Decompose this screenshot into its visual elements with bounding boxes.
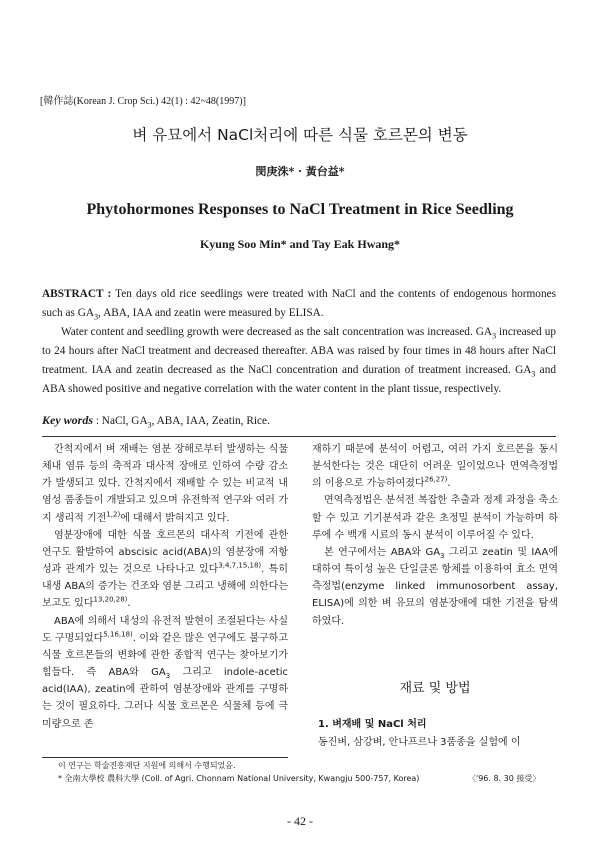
footnote-funding: 이 연구는 학술진흥재단 지원에 의해서 수행되었음.	[58, 761, 236, 770]
body-text: 본 연구에서는 ABA와 GA	[324, 546, 441, 558]
citation: 13,20,28)	[93, 596, 128, 605]
subscript: 3	[440, 551, 445, 560]
body-text: 염분장애에 대한 식물 호르몬의 대사적 기전에 관한 연구도 활발하여 abscisic acid(ABA)의 염분장애 저항성과 관계가 있는 것으로 나타나고 있다	[42, 529, 288, 576]
left-column	[42, 441, 288, 733]
keywords-text: , ABA, IAA, Zeatin, Rice.	[151, 415, 270, 427]
korean-authors: 閔庚洙* · 黃台益*	[255, 165, 345, 178]
abstract-text: increased up to 24 hours after NaCl treatment and decreased thereafter. ABA was raised by four times in 48 hours after NaCl treatment. IAA and zeatin decreased as the NaCl concentration and duration of treatment increased. GA	[42, 325, 556, 376]
abstract-label: ABSTRACT :	[42, 288, 112, 300]
subscript: 3	[94, 312, 99, 322]
body-text: .	[447, 478, 451, 490]
divider	[42, 436, 556, 437]
english-authors: Kyung Soo Min* and Tay Eak Hwang*	[199, 237, 401, 251]
subscript: 3	[492, 331, 497, 341]
citation: 3,4,7,15,18)	[218, 561, 262, 570]
abstract-paragraph-1	[42, 285, 556, 323]
english-title: Phytohormones Responses to NaCl Treatment in Rice Seedling	[86, 201, 514, 218]
body-text: 간척지에서 벼 재배는 염분 장해로부터 발생하는 식물체내 염류 등의 축적과 대사적 장애로 인하여 수량 감소가 발생되고 있다. 간척지에서 재배할 수 있는 비교적 내염성 품종들이 개발되고 있으며 유전학적 연구와 여러 가지 생리적 기전	[42, 444, 288, 524]
abstract-text: Ten days old rice seedlings were treated with NaCl and the contents of endogenous hormones such as GA	[42, 288, 556, 319]
body-text: .	[127, 598, 131, 610]
paragraph	[42, 527, 288, 613]
abstract	[42, 285, 556, 398]
abstract-text: Water content and seedling growth were decreased as the salt concentration was increased. GA	[61, 325, 493, 338]
body-text: ABA에 의해서 내성의 유전적 발현이 조절된다는 사실도 구명되었다	[42, 615, 288, 644]
paragraph	[42, 613, 288, 733]
citation: 5,16,18)	[103, 630, 133, 639]
korean-title: 벼 유묘에서 NaCl처리에 따른 식물 호르몬의 변동	[132, 126, 468, 144]
keywords-text: : NaCl, GA	[93, 415, 148, 427]
keywords-label: Key words	[42, 413, 93, 427]
section-body-text: 동진벼, 삼강벼, 안나프르나 3품종을 실험에 이	[318, 737, 521, 748]
abstract-paragraph-2	[42, 323, 556, 399]
subscript: 3	[147, 420, 152, 430]
subscript: 3	[531, 368, 536, 378]
keywords	[42, 413, 556, 428]
paragraph	[42, 441, 288, 527]
footnote-received-date: 〈'96. 8. 30 接受〉	[468, 774, 541, 783]
paragraph: 면역측정법은 분석전 복잡한 추출과 정제 과정을 축소할 수 있고 기기분석과 같은 초정밀 분석이 가능하며 하루에 수 백개 시료의 동시 분석이 이루어질 수 있다.	[312, 495, 558, 541]
body-text: 에 대해서 밝혀지고 있다.	[120, 512, 230, 524]
subscript: 3	[165, 672, 171, 681]
body-text: . 이와 같은 많은 연구에도 불구하고 식물 호르몬들의 변화에 관한 종합적 연구는 찾아보기가 힘들다. 즉 ABA와 GA	[42, 632, 289, 679]
paragraph	[312, 544, 558, 630]
right-column	[312, 441, 558, 630]
section-heading: 재료 및 방법	[399, 681, 471, 696]
body-text: 그리고 indole-acetic acid(IAA), zeatin에 관하여 염분장애와 관계를 구명하는 것이 필요하다. 그러나 식물 호르몬은 식물체 등에 극미량으로 존	[42, 667, 288, 730]
footnote-divider	[42, 757, 288, 758]
page-number: - 42 -	[287, 814, 313, 828]
body-text: 재하기 때문에 분석이 어렵고, 여러 가지 호르몬을 동시 분석한다는 것은 대단히 어려운 일이었으나 면역측정법의 이용으로 가능하여졌다	[312, 444, 558, 490]
footnote-affiliation: * 全南大學校 農科大學 (Coll. of Agri. Chonnam National University, Kwangju 500-757, Korea)	[58, 774, 420, 783]
abstract-text: , ABA, IAA and zeatin were measured by ELISA.	[98, 306, 324, 319]
citation: 26,27)	[424, 475, 448, 484]
citation: 1,2)	[106, 510, 121, 519]
journal-reference: [韓作誌(Korean J. Crop Sci.) 42(1) : 42~48(1997)]	[40, 96, 246, 107]
paragraph	[312, 441, 558, 492]
subsection-heading: 1. 벼재배 및 NaCl 처리	[318, 719, 427, 730]
body-text: 그리고 zeatin 및 IAA에 대하여 특이성 높은 단일클론 항체를 이용하여 효소 면역 측정법(enzyme linked immunosorbent assay, ELISA)에 의한 벼 유묘의 염분장애에 대한 기전을 탐색하였다.	[312, 546, 558, 627]
body-text: . 특히 내생 ABA의 증가는 건조와 염분 그리고 냉해에 의한다는 보고도 있다	[42, 564, 288, 610]
abstract-text: and ABA showed positive and negative correlation with the water content in the plant tissue, respectively.	[42, 363, 556, 395]
